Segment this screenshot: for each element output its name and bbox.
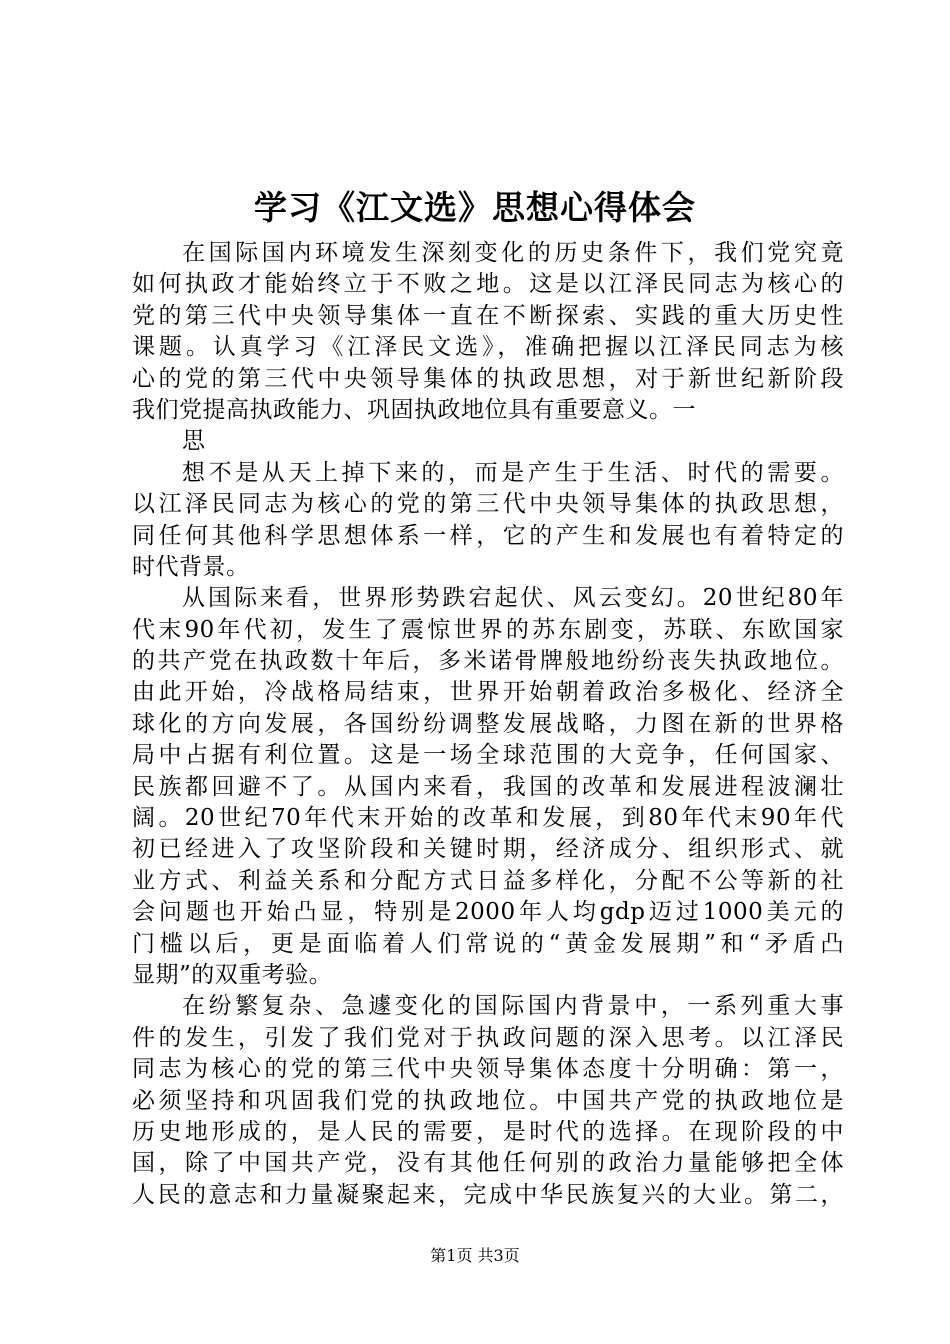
text-line: 时代背景。 <box>132 553 250 580</box>
text-line: 心的党的第三代中央领导集体的执政思想，对于新世纪新阶段 <box>132 365 844 392</box>
text-line: 党的第三代中央领导集体一直在不断探索、实践的重大历史性 <box>132 302 844 329</box>
text-line: 同任何其他科学思想体系一样，它的产生和发展也有着特定的 <box>132 522 844 549</box>
text-line: 历史地形成的，是人民的需要，是时代的选择。在现阶段的中 <box>132 1118 844 1145</box>
text-line: 课题。认真学习《江泽民文选》，准确把握以江泽民同志为核 <box>132 334 844 361</box>
text-line: 由此开始，冷战格局结束，世界开始朝着政治多极化、经济全 <box>132 679 844 706</box>
text-line: 球化的方向发展，各国纷纷调整发展战略，力图在新的世界格 <box>132 710 844 737</box>
text-line: 门槛以后，更是面临着人们常说的“黄金发展期”和“矛盾凸 <box>132 930 844 957</box>
text-line: 会问题也开始凸显，特别是2000年人均gdp迈过1000美元的 <box>132 899 844 926</box>
document-title: 学习《江文选》思想心得体会 <box>254 188 696 227</box>
text-line: 以江泽民同志为核心的党的第三代中央领导集体的执政思想， <box>132 491 844 518</box>
text-line: 的共产党在执政数十年后，多米诺骨牌般地纷纷丧失执政地位。 <box>132 648 844 675</box>
text-line: 局中占据有利位置。这是一场全球范围的大竞争，任何国家、 <box>132 742 844 769</box>
document-body <box>132 238 844 1211</box>
page-footer: 第1页 共3页 <box>430 1246 520 1265</box>
text-line: 同志为核心的党的第三代中央领导集体态度十分明确：第一， <box>132 1056 844 1083</box>
text-line: 业方式、利益关系和分配方式日益多样化，分配不公等新的社 <box>132 867 844 894</box>
text-line: 代末90年代初，发生了震惊世界的苏东剧变，苏联、东欧国家 <box>132 616 844 643</box>
text-line: 阔。20世纪70年代末开始的改革和发展，到80年代末90年代 <box>132 805 844 832</box>
text-line: 想不是从天上掉下来的，而是产生于生活、时代的需要。 <box>182 459 844 486</box>
text-line: 件的发生，引发了我们党对于执政问题的深入思考。以江泽民 <box>132 1024 844 1051</box>
text-line: 从国际来看，世界形势跌宕起伏、风云变幻。20世纪80年 <box>182 585 844 612</box>
text-line: 民族都回避不了。从国内来看，我国的改革和发展进程波澜壮 <box>132 773 844 800</box>
text-line: 在国际国内环境发生深刻变化的历史条件下，我们党究竟 <box>182 240 844 266</box>
text-line: 显期”的双重考验。 <box>132 961 333 988</box>
text-line: 在纷繁复杂、急遽变化的国际国内背景中，一系列重大事 <box>182 993 844 1020</box>
text-line: 必须坚持和巩固我们党的执政地位。中国共产党的执政地位是 <box>132 1087 844 1114</box>
text-line: 初已经进入了攻坚阶段和关键时期，经济成分、组织形式、就 <box>132 836 844 863</box>
text-line: 国，除了中国共产党，没有其他任何别的政治力量能够把全体 <box>132 1150 844 1177</box>
text-line: 人民的意志和力量凝聚起来，完成中华民族复兴的大业。第二， <box>132 1181 844 1208</box>
text-line: 我们党提高执政能力、巩固执政地位具有重要意义。一 <box>132 396 696 423</box>
text-line: 思 <box>182 428 206 455</box>
text-line: 如何执政才能始终立于不败之地。这是以江泽民同志为核心的 <box>132 271 844 298</box>
